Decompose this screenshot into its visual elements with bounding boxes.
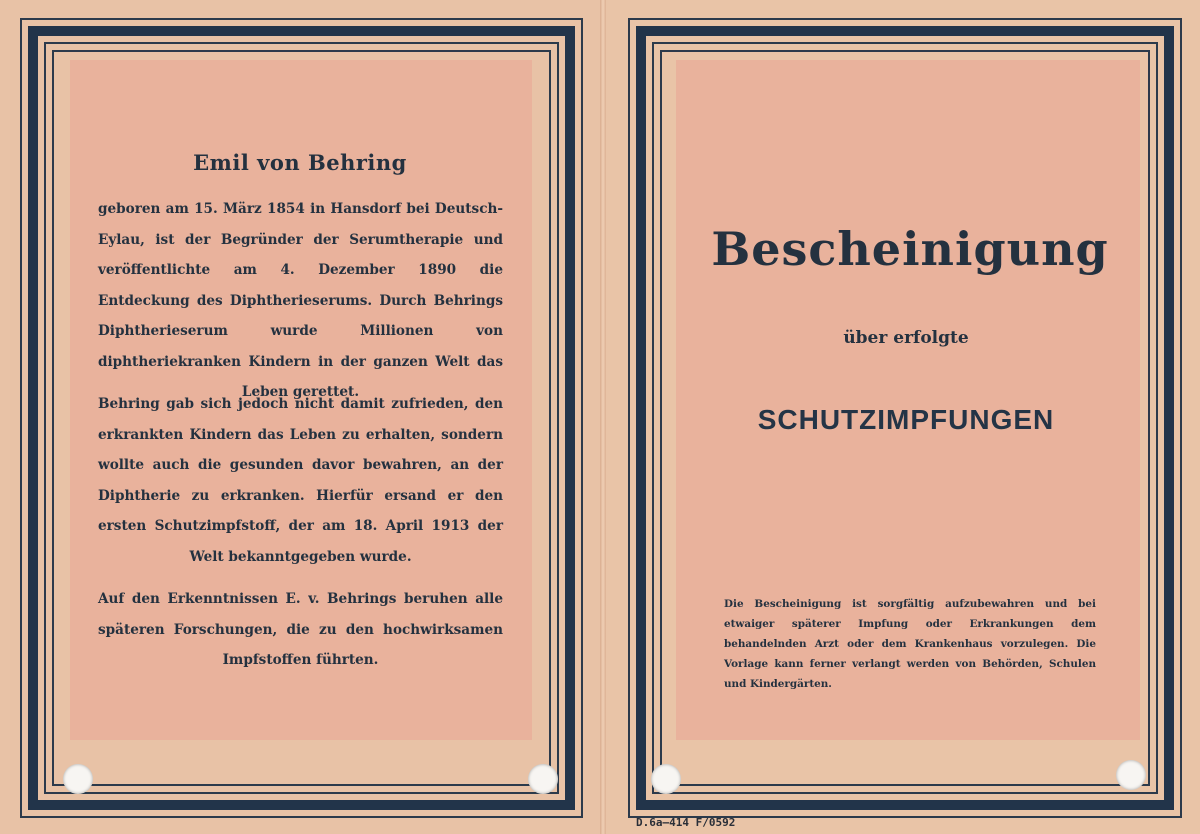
center-fold — [600, 0, 606, 834]
punch-hole — [528, 764, 558, 794]
certificate-heading: SCHUTZIMPFUNGEN — [757, 404, 1055, 435]
punch-hole — [651, 764, 681, 794]
punch-hole — [63, 764, 93, 794]
punch-hole — [1116, 760, 1146, 790]
form-code: D.6a—414 F/0592 — [636, 816, 736, 829]
storage-notice: Die Bescheinigung ist sorgfältig aufzubewahren und bei etwaiger späterer Impfung oder Erkrankungen dem behandelnden Arzt oder dem Krankenhaus vorzulegen. Die Vorlage kann ferner verlangt werden von Behörden, Schulen und Kindergärten. — [724, 598, 1096, 690]
certificate-subtitle: über erfolgte — [843, 328, 969, 348]
biography-title: Emil von Behring — [193, 150, 407, 175]
certificate-title: Bescheinigung — [711, 222, 1109, 276]
biography-paragraph: Auf den Erkenntnissen E. v. Behrings beruhen alle späteren Forschungen, die zu den hochwirksamen Impfstoffen führten. — [98, 591, 503, 668]
biography-paragraph: geboren am 15. März 1854 in Hansdorf bei Deutsch-Eylau, ist der Begründer der Serumtherapie und veröffentlichte am 4. Dezember 1890 die Entdeckung des Diphtherieserums. Durch Behrings Diphtherieserum wurde Millionen von diphtheriekranken Kindern in der ganzen Welt das Leben gerettet. — [98, 201, 503, 400]
biography-paragraph: Behring gab sich jedoch nicht damit zufrieden, den erkrankten Kindern das Leben zu erhalten, sondern wollte auch die gesunden davor bewahren, an der Diphtherie zu erkranken. Hierfür ersand er den ersten Schutzimpfstoff, der am 18. April 1913 der Welt bekanntgegeben wurde. — [98, 396, 503, 565]
